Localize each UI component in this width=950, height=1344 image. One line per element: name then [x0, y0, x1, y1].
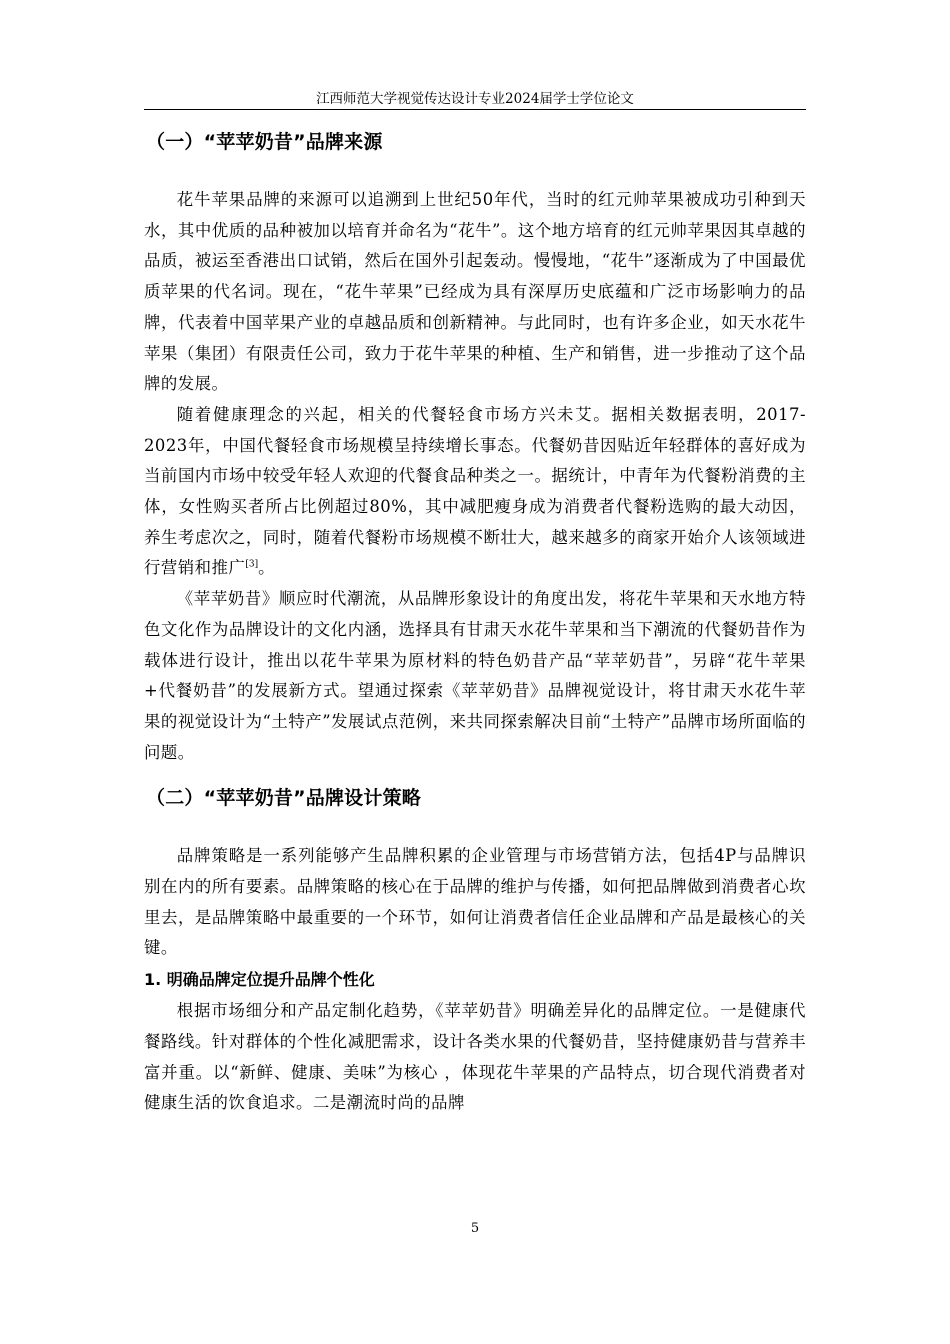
running-header: 江西师范大学视觉传达设计专业2024届学士学位论文 — [316, 91, 634, 107]
paragraph-brand-concept: 《苹苹奶昔》顺应时代潮流，从品牌形象设计的角度出发，将花牛苹果和天水地方特色文化作为品牌设计的文化内涵，选择具有甘肃天水花牛苹果和当下潮流的代餐奶昔作为载体进行设计，推出以花牛苹果为原材料的特色奶昔产品“苹苹奶昔”，另辟“花牛苹果+代餐奶昔”的发展新方式。望通过探索《苹苹奶昔》品牌视觉设计，将甘肃天水花牛苹果的视觉设计为“土特产”发展试点范例，来共同探索解决目前“土特产”品牌市场所面临的问题。 — [144, 589, 806, 762]
paragraph-brand-positioning: 根据市场细分和产品定制化趋势，《苹苹奶昔》明确差异化的品牌定位。一是健康代餐路线。针对群体的个性化减肥需求，设计各类水果的代餐奶昔，坚持健康奶昔与营养丰富并重。以“新鲜、健康、美味”为核心 ，体现花牛苹果的产品特点，切合现代消费者对健康生活的饮食追求。二是潮流时尚的品牌 — [144, 1001, 806, 1113]
page-number: 5 — [470, 1221, 480, 1236]
section-heading-brand-origin: （一）“苹苹奶昔”品牌来源 — [146, 131, 383, 153]
subheading-brand-positioning: 1. 明确品牌定位提升品牌个性化 — [144, 970, 375, 990]
citation-tail: 。 — [258, 558, 275, 578]
header-rule — [144, 109, 806, 110]
paragraph-market-trend — [144, 400, 806, 584]
section-heading-design-strategy: （二）“苹苹奶昔”品牌设计策略 — [146, 787, 421, 810]
paragraph-brand-strategy: 品牌策略是一系列能够产生品牌积累的企业管理与市场营销方法，包括4P与品牌识别在内的所有要素。品牌策略的核心在于品牌的维护与传播，如何把品牌做到消费者心坎里去，是品牌策略中最重要的一个环节，如何让消费者信任企业品牌和产品是最核心的关键。 — [144, 846, 806, 958]
paragraph-brand-history: 花牛苹果品牌的来源可以追溯到上世纪50年代，当时的红元帅苹果被成功引种到天水，其中优质的品种被加以培育并命名为“花牛”。这个地方培育的红元帅苹果因其卓越的品质，被运至香港出口试销，然后在国外引起轰动。慢慢地，“花牛”逐渐成为了中国最优质苹果的代名词。现在，“花牛苹果”已经成为具有深厚历史底蕴和广泛市场影响力的品牌，代表着中国苹果产业的卓越品质和创新精神。与此同时，也有许多企业，如天水花牛苹果（集团）有限责任公司，致力于花牛苹果的种植、生产和销售，进一步推动了这个品牌的发展。 — [144, 190, 806, 394]
page-body — [144, 122, 806, 1119]
paragraph-market-trend-text: 随着健康理念的兴起，相关的代餐轻食市场方兴未艾。据相关数据表明，2017-2023年，中国代餐轻食市场规模呈持续增长事态。代餐奶昔因贴近年轻群体的喜好成为当前国内市场中较受年轻人欢迎的代餐食品种类之一。据统计，中青年为代餐粉消费的主体，女性购买者所占比例超过80%，其中减肥瘦身成为消费者代餐粉选购的最大动因，养生考虑次之，同时，随着代餐粉市场规模不断壮大，越来越多的商家开始介人该领域进行营销和推广 — [144, 404, 806, 578]
citation-ref: [3] — [245, 559, 259, 570]
